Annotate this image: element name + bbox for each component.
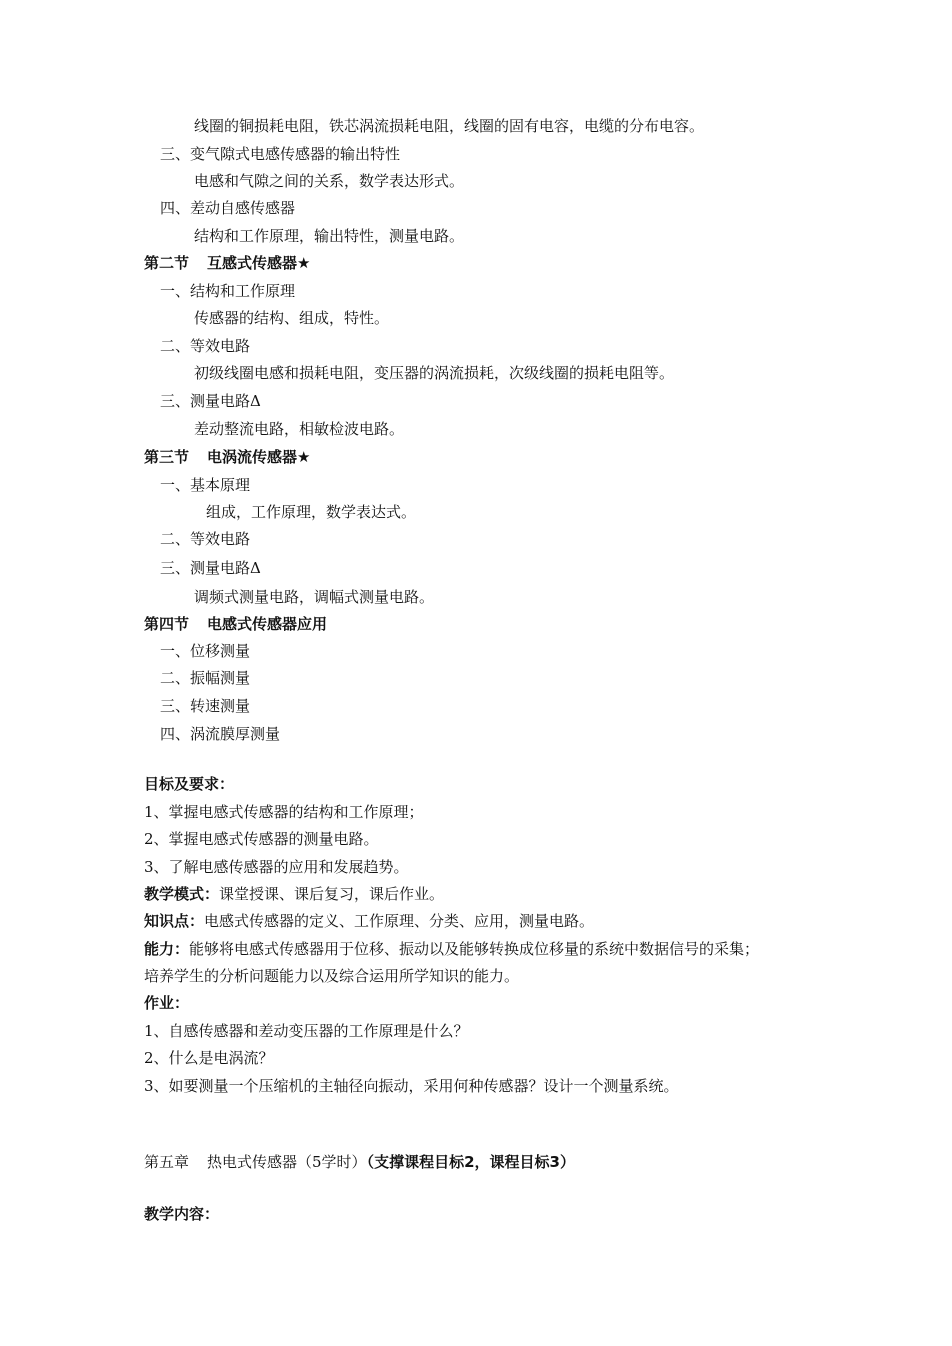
section-heading (144, 447, 310, 467)
text-line: 差动整流电路，相敏检波电路。 (194, 420, 405, 438)
outline-item: 二、等效电路 (160, 337, 251, 355)
text-line: 调频式测量电路，调幅式测量电路。 (194, 588, 435, 606)
section-heading (144, 614, 327, 634)
ability-line (144, 939, 759, 959)
text-line: 初级线圈电感和损耗电阻，变压器的涡流损耗，次级线圈的损耗电阻等。 (194, 364, 675, 382)
homework-heading: 作业： (144, 994, 190, 1012)
ability-label: 能力： (144, 940, 190, 958)
teaching-mode-text: 课堂授课、课后复习，课后作业。 (219, 885, 445, 903)
section-title: 电感式传感器应用 (207, 615, 328, 633)
section-number: 第三节 (144, 448, 190, 466)
section-number: 第二节 (144, 254, 190, 272)
outline-item: 三、测量电路Δ (160, 559, 261, 577)
goal-item: 1、掌握电感式传感器的结构和工作原理； (144, 803, 424, 821)
homework-item: 1、自感传感器和差动变压器的工作原理是什么？ (144, 1022, 469, 1040)
outline-item: 三、测量电路Δ (160, 392, 261, 410)
teaching-mode-label: 教学模式： (144, 885, 220, 903)
teaching-mode (144, 884, 444, 904)
ability-text-continued: 培养学生的分析问题能力以及综合运用所学知识的能力。 (144, 967, 520, 985)
outline-item: 二、振幅测量 (160, 669, 251, 687)
text-line: 线圈的铜损耗电阻，铁芯涡流损耗电阻，线圈的固有电容，电缆的分布电容。 (194, 117, 705, 135)
text-line: 结构和工作原理，输出特性，测量电路。 (194, 227, 465, 245)
text-line: 传感器的结构、组成，特性。 (194, 309, 390, 327)
outline-item: 一、基本原理 (160, 476, 251, 494)
teaching-content-heading: 教学内容： (144, 1205, 220, 1223)
knowledge-points (144, 911, 594, 931)
goal-item: 2、掌握电感式传感器的测量电路。 (144, 830, 379, 848)
text-line: 组成，工作原理，数学表达式。 (206, 503, 417, 521)
goal-item: 3、了解电感传感器的应用和发展趋势。 (144, 858, 409, 876)
homework-item: 2、什么是电涡流？ (144, 1049, 274, 1067)
outline-item: 一、结构和工作原理 (160, 282, 296, 300)
chapter-heading (144, 1152, 575, 1172)
chapter-support: （支撑课程目标2，课程目标3） (366, 1153, 575, 1171)
chapter-number: 第五章 (144, 1153, 190, 1171)
chapter-title: 热电式传感器（5学时） (207, 1153, 367, 1171)
outline-item: 四、涡流膜厚测量 (160, 725, 281, 743)
outline-item: 三、变气隙式电感传感器的输出特性 (160, 145, 401, 163)
knowledge-points-label: 知识点： (144, 912, 205, 930)
ability-text: 能够将电感式传感器用于位移、振动以及能够转换成位移量的系统中数据信号的采集； (189, 940, 760, 958)
section-title: 电涡流传感器★ (207, 448, 311, 466)
homework-item: 3、如要测量一个压缩机的主轴径向振动，采用何种传感器？设计一个测量系统。 (144, 1077, 679, 1095)
outline-item: 四、差动自感传感器 (160, 199, 296, 217)
knowledge-points-text: 电感式传感器的定义、工作原理、分类、应用，测量电路。 (204, 912, 595, 930)
outline-item: 一、位移测量 (160, 642, 251, 660)
goals-heading: 目标及要求： (144, 775, 235, 793)
section-number: 第四节 (144, 615, 190, 633)
section-title: 互感式传感器★ (207, 254, 311, 272)
text-line: 电感和气隙之间的关系，数学表达形式。 (194, 172, 465, 190)
outline-item: 三、转速测量 (160, 697, 251, 715)
section-heading (144, 253, 310, 273)
outline-item: 二、等效电路 (160, 530, 251, 548)
